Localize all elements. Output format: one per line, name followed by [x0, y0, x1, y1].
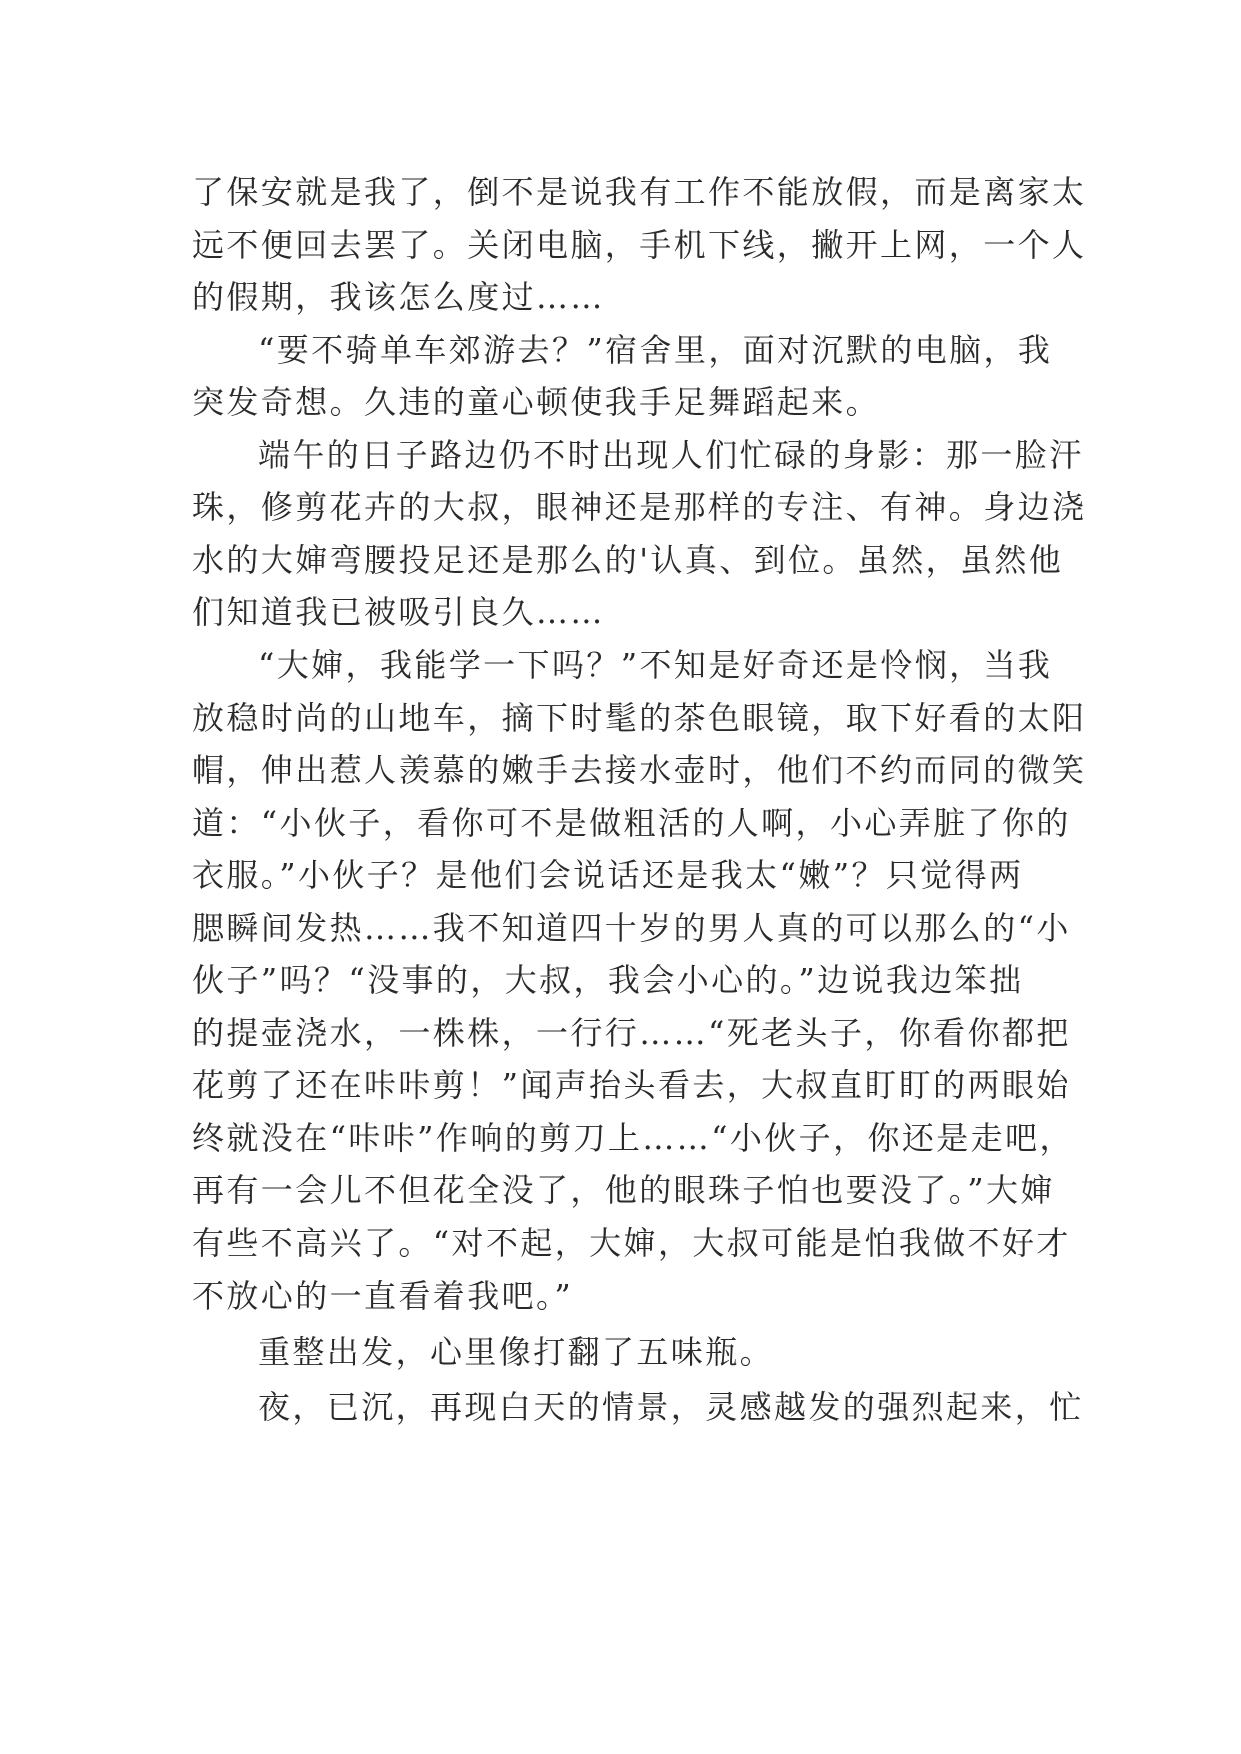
- text-line: 放稳时尚的山地车，摘下时髦的茶色眼镜，取下好看的太阳: [192, 699, 1087, 737]
- text-line: 的假期，我该怎么度过……: [192, 278, 605, 316]
- text-line: 腮瞬间发热……我不知道四十岁的男人真的可以那么的“小: [192, 909, 1071, 947]
- text-line: 伙子”吗？“没事的，大叔，我会小心的。”边说我边笨拙: [192, 961, 1024, 999]
- text-line: 了保安就是我了，倒不是说我有工作不能放假，而是离家太: [192, 173, 1087, 211]
- text-line: 们知道我已被吸引良久……: [192, 593, 605, 631]
- paragraph-first-line: “大婶，我能学一下吗？”不知是好奇还是怜悯，当我: [258, 646, 1053, 684]
- text-line: 有些不高兴了。“对不起，大婶，大叔可能是怕我做不好才: [192, 1224, 1071, 1262]
- paragraph-first-line: 夜，已沉，再现白天的情景，灵感越发的强烈起来，忙: [258, 1388, 1084, 1426]
- text-line: 的提壶浇水，一株株，一行行……“死老头子，你看你都把: [192, 1014, 1071, 1052]
- text-line: 不放心的一直看着我吧。”: [192, 1277, 574, 1315]
- text-line: 帽，伸出惹人羡慕的嫩手去接水壶时，他们不约而同的微笑: [192, 751, 1087, 789]
- text-line: 道：“小伙子，看你可不是做粗活的人啊，小心弄脏了你的: [192, 804, 1071, 842]
- paragraph-first-line: “要不骑单车郊游去？”宿舍里，面对沉默的电脑，我: [258, 331, 1053, 369]
- text-line: 突发奇想。久违的童心顿使我手足舞蹈起来。: [192, 383, 881, 421]
- text-line: 远不便回去罢了。关闭电脑，手机下线，撇开上网，一个人: [192, 226, 1087, 264]
- paragraph-first-line: 重整出发，心里像打翻了五味瓶。: [258, 1333, 775, 1371]
- text-line: 珠，修剪花卉的大叔，眼神还是那样的专注、有神。身边浇: [192, 488, 1087, 526]
- paragraph-first-line: 端午的日子路边仍不时出现人们忙碌的身影：那一脸汗: [258, 436, 1084, 474]
- text-line: 终就没在“咔咔”作响的剪刀上……“小伙子，你还是走吧，: [192, 1119, 1074, 1157]
- text-line: 再有一会儿不但花全没了，他的眼珠子怕也要没了。”大婶: [192, 1171, 1055, 1209]
- text-line: 花剪了还在咔咔剪！”闻声抬头看去，大叔直盯盯的两眼始: [192, 1066, 1071, 1104]
- text-line: 水的大婶弯腰投足还是那么的'认真、到位。虽然，虽然他: [192, 541, 1064, 579]
- text-line: 衣服。”小伙子？是他们会说话还是我太“嫩”？只觉得两: [192, 856, 1024, 894]
